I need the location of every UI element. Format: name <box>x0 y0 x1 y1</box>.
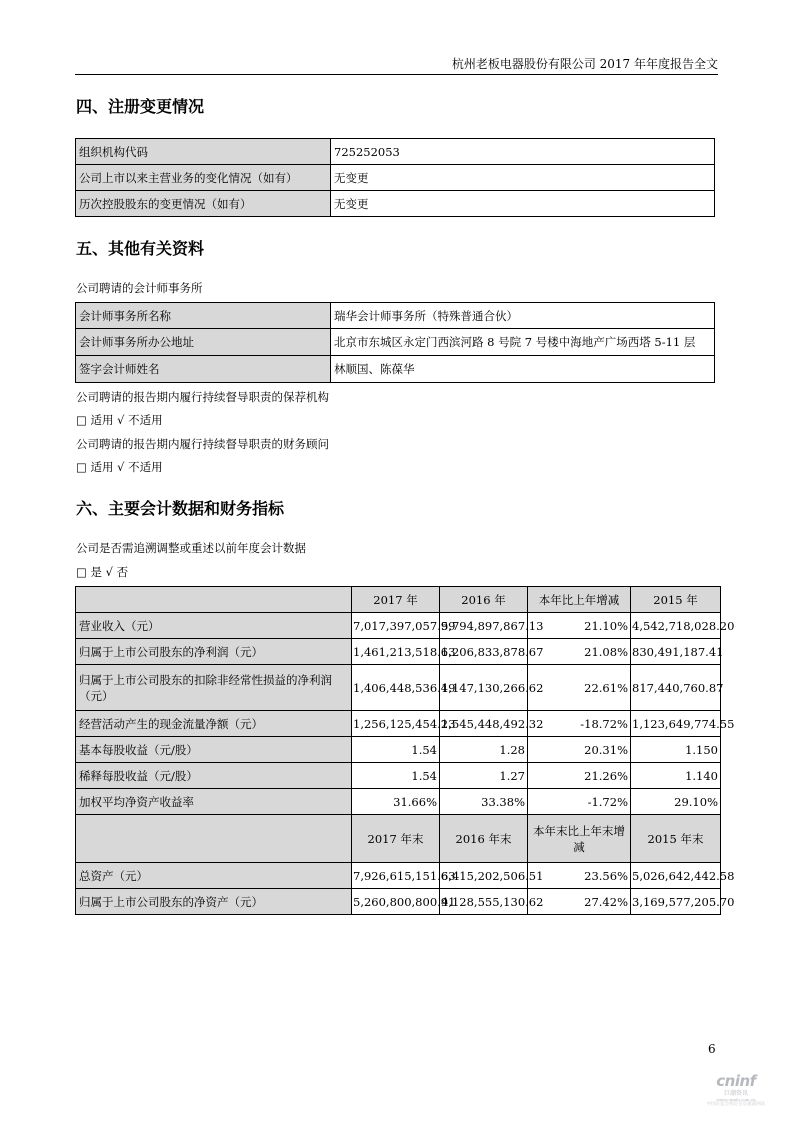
value-2017: 1,461,213,518.63 <box>352 639 440 665</box>
table-header-row <box>76 815 721 863</box>
auditor-table <box>75 302 715 383</box>
table-row <box>76 613 721 639</box>
value-change: 21.26% <box>528 763 631 789</box>
value-2016: 1.27 <box>440 763 528 789</box>
header-cell: 本年比上年增减 <box>528 587 631 613</box>
table-row <box>76 191 715 217</box>
row-label: 归属于上市公司股东的净资产（元） <box>76 889 352 915</box>
header-cell: 2015 年末 <box>631 815 721 863</box>
value-2017: 5,260,800,800.91 <box>352 889 440 915</box>
value-2016: 1,545,448,492.32 <box>440 711 528 737</box>
value-change: -18.72% <box>528 711 631 737</box>
value-2017: 7,926,615,151.63 <box>352 863 440 889</box>
value-2016: 1.28 <box>440 737 528 763</box>
registration-change-table <box>75 138 715 217</box>
row-value: 725252053 <box>331 139 715 165</box>
value-2016: 6,415,202,506.51 <box>440 863 528 889</box>
section-5-heading: 五、其他有关资料 <box>76 239 205 258</box>
auditor-intro: 公司聘请的会计师事务所 <box>76 281 203 295</box>
header-cell: 2016 年末 <box>440 815 528 863</box>
watermark-subtitle: 中国证监会指定信息披露网站 <box>706 1102 766 1107</box>
table-row <box>76 863 721 889</box>
value-2017: 1.54 <box>352 763 440 789</box>
row-label: 总资产（元） <box>76 863 352 889</box>
value-2017: 1,406,448,536.49 <box>352 665 440 711</box>
value-2016: 4,128,555,130.62 <box>440 889 528 915</box>
row-label: 加权平均净资产收益率 <box>76 789 352 815</box>
restatement-option: □ 是 √ 否 <box>76 565 129 579</box>
row-label: 营业收入（元） <box>76 613 352 639</box>
row-value: 无变更 <box>331 191 715 217</box>
row-label: 历次控股股东的变更情况（如有） <box>76 191 331 217</box>
sponsor-option: □ 适用 √ 不适用 <box>76 413 163 427</box>
advisor-option: □ 适用 √ 不适用 <box>76 460 163 474</box>
row-value: 瑞华会计师事务所（特殊普通合伙） <box>331 303 715 329</box>
row-label: 基本每股收益（元/股） <box>76 737 352 763</box>
header-cell: 2017 年 <box>352 587 440 613</box>
value-change: 27.42% <box>528 889 631 915</box>
table-row <box>76 639 721 665</box>
header-rule <box>75 74 718 75</box>
table-header-row <box>76 587 721 613</box>
advisor-label: 公司聘请的报告期内履行持续督导职责的财务顾问 <box>76 437 329 451</box>
header-cell: 本年末比上年末增减 <box>528 815 631 863</box>
value-2015: 1,123,649,774.55 <box>631 711 721 737</box>
value-change: 21.08% <box>528 639 631 665</box>
row-label: 会计师事务所名称 <box>76 303 331 329</box>
table-row <box>76 763 721 789</box>
watermark-cn: 巨潮资讯 <box>723 1090 748 1097</box>
header-cell: 2016 年 <box>440 587 528 613</box>
value-change: 22.61% <box>528 665 631 711</box>
table-row <box>76 665 721 711</box>
value-2015: 29.10% <box>631 789 721 815</box>
value-change: 20.31% <box>528 737 631 763</box>
header-cell <box>76 815 352 863</box>
row-value: 无变更 <box>331 165 715 191</box>
section-4-heading: 四、注册变更情况 <box>76 97 205 116</box>
value-2015: 1.150 <box>631 737 721 763</box>
section-6-heading: 六、主要会计数据和财务指标 <box>76 499 285 518</box>
table-row <box>76 329 715 356</box>
table-row <box>76 789 721 815</box>
header-cell: 2017 年末 <box>352 815 440 863</box>
sponsor-label: 公司聘请的报告期内履行持续督导职责的保荐机构 <box>76 390 329 404</box>
row-label: 经营活动产生的现金流量净额（元） <box>76 711 352 737</box>
row-label: 签字会计师姓名 <box>76 356 331 383</box>
value-2016: 5,794,897,867.13 <box>440 613 528 639</box>
value-2017: 1,256,125,454.23 <box>352 711 440 737</box>
table-row <box>76 889 721 915</box>
value-2017: 31.66% <box>352 789 440 815</box>
table-row <box>76 356 715 383</box>
row-value: 林顺国、陈葆华 <box>331 356 715 383</box>
value-2017: 7,017,397,057.99 <box>352 613 440 639</box>
table-row <box>76 303 715 329</box>
table-row <box>76 139 715 165</box>
cninfo-watermark <box>700 1072 772 1108</box>
watermark-logo: cninf <box>716 1072 756 1090</box>
watermark-url: www.cninfo.com.cn <box>716 1097 756 1102</box>
value-2016: 1,147,130,266.62 <box>440 665 528 711</box>
value-change: 23.56% <box>528 863 631 889</box>
table-row <box>76 165 715 191</box>
table-row <box>76 711 721 737</box>
row-label: 稀释每股收益（元/股） <box>76 763 352 789</box>
value-2016: 33.38% <box>440 789 528 815</box>
row-label: 归属于上市公司股东的净利润（元） <box>76 639 352 665</box>
financial-indicators-table <box>75 586 735 915</box>
value-2017: 1.54 <box>352 737 440 763</box>
page-header-title: 杭州老板电器股份有限公司 2017 年年度报告全文 <box>451 57 718 71</box>
table-row <box>76 737 721 763</box>
row-value: 北京市东城区永定门西滨河路 8 号院 7 号楼中海地产广场西塔 5-11 层 <box>331 329 715 356</box>
row-label: 会计师事务所办公地址 <box>76 329 331 356</box>
value-2015: 3,169,577,205.70 <box>631 889 721 915</box>
restatement-question: 公司是否需追溯调整或重述以前年度会计数据 <box>76 541 306 555</box>
value-2015: 817,440,760.87 <box>631 665 721 711</box>
value-2015: 4,542,718,028.20 <box>631 613 721 639</box>
value-change: 21.10% <box>528 613 631 639</box>
page-number: 6 <box>708 1042 716 1056</box>
value-change: -1.72% <box>528 789 631 815</box>
row-label: 公司上市以来主营业务的变化情况（如有） <box>76 165 331 191</box>
header-cell: 2015 年 <box>631 587 721 613</box>
row-label: 组织机构代码 <box>76 139 331 165</box>
row-label: 归属于上市公司股东的扣除非经常性损益的净利润（元） <box>76 665 352 711</box>
value-2015: 1.140 <box>631 763 721 789</box>
value-2016: 1,206,833,878.67 <box>440 639 528 665</box>
value-2015: 830,491,187.41 <box>631 639 721 665</box>
header-cell <box>76 587 352 613</box>
value-2015: 5,026,642,442.58 <box>631 863 721 889</box>
